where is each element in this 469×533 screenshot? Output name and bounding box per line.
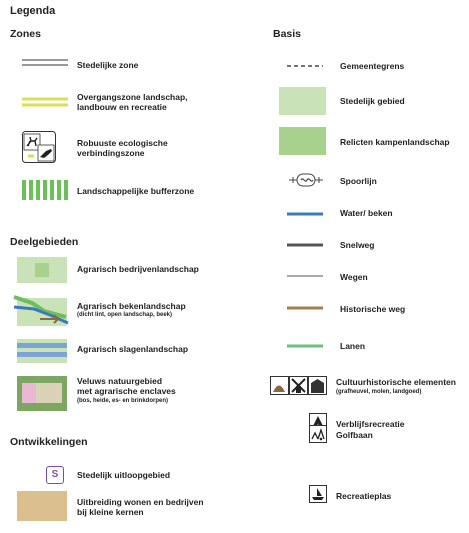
basis-heading: Basis: [273, 28, 302, 40]
slagen-landscape-icon: [17, 339, 67, 363]
basis-label-spoorlijn: Spoorlijn: [340, 176, 377, 186]
basis-label-lanen: Lanen: [340, 341, 366, 351]
ontw-label-uitbreiding-1: Uitbreiding wonen en bedrijven: [77, 497, 204, 507]
heritage-icons: [270, 376, 328, 396]
basis-label-cultuur: Cultuurhistorische elementen: [336, 377, 456, 387]
basis-label-verblijf: Verblijfsrecreatie: [336, 419, 405, 429]
basis-label-relicten: Relicten kampenlandschap: [340, 137, 450, 147]
double-gray-line-icon: [22, 57, 68, 69]
farm-square-icon: [17, 257, 67, 283]
legend-title: Legenda: [10, 5, 56, 17]
zone-label-robuust-1: Robuuste ecologische: [77, 138, 168, 148]
green-square-icon: [279, 127, 326, 155]
light-green-square-icon: [279, 87, 326, 115]
boat-icon: [309, 485, 327, 503]
ontw-label-uitbreiding-2: bij kleine kernen: [77, 507, 144, 517]
nature-enclave-icon: [17, 376, 67, 411]
basis-sub-cultuur: (grafheuvel, molen, landgoed): [336, 389, 422, 395]
deel-label-veluws-1: Veluws natuurgebied: [77, 376, 163, 386]
basis-label-golf: Golfbaan: [336, 430, 373, 440]
ontwikkelingen-heading: Ontwikkelingen: [10, 436, 88, 448]
basis-label-wegen: Wegen: [340, 272, 368, 282]
basis-label-snelweg: Snelweg: [340, 240, 375, 250]
dark-gray-line-icon: [287, 243, 323, 247]
deel-label-bedrijven: Agrarisch bedrijvenlandschap: [77, 264, 199, 274]
railway-icon: [289, 172, 323, 188]
zones-heading: Zones: [10, 28, 41, 40]
zone-label-overgang-1: Overgangszone landschap,: [77, 92, 188, 102]
deel-label-beken: Agrarisch bekenlandschap: [77, 301, 186, 311]
stream-landscape-icon: [14, 295, 68, 327]
basis-label-recreatieplas: Recreatieplas: [336, 491, 392, 501]
tan-square-icon: [17, 491, 67, 521]
deer-badger-icon: [22, 131, 56, 163]
s-badge-icon: S: [46, 466, 64, 484]
deel-label-veluws-2: met agrarische enclaves: [77, 386, 176, 396]
blue-line-icon: [287, 212, 323, 216]
basis-label-water: Water/ beken: [340, 208, 393, 218]
green-stripes-icon: [22, 180, 68, 200]
green-line-icon: [287, 344, 323, 348]
basis-label-gemeentegrens: Gemeentegrens: [340, 61, 405, 71]
deel-sub-beken: (dicht lint, open landschap, beek): [77, 312, 173, 318]
deelgebieden-heading: Deelgebieden: [10, 236, 79, 248]
deel-label-slagen: Agrarisch slagenlandschap: [77, 344, 189, 354]
zone-label-robuust-2: verbindingszone: [77, 148, 145, 158]
deel-sub-veluws: (bos, heide, es- en brinkdorpen): [77, 398, 169, 404]
dashed-line-icon: [287, 64, 323, 68]
zone-label-buffer: Landschappelijke bufferzone: [77, 186, 195, 196]
zone-label-stedelijk: Stedelijke zone: [77, 60, 139, 70]
basis-label-historisch: Historische weg: [340, 304, 406, 314]
zone-label-overgang-2: landbouw en recreatie: [77, 102, 167, 112]
basis-label-stedelijk: Stedelijk gebied: [340, 96, 405, 106]
brown-line-icon: [287, 306, 323, 310]
golf-flag-icon: [309, 425, 327, 443]
double-yellow-line-icon: [22, 96, 68, 108]
light-gray-line-icon: [287, 274, 323, 278]
ontw-label-uitloop: Stedelijk uitloopgebied: [77, 470, 171, 480]
